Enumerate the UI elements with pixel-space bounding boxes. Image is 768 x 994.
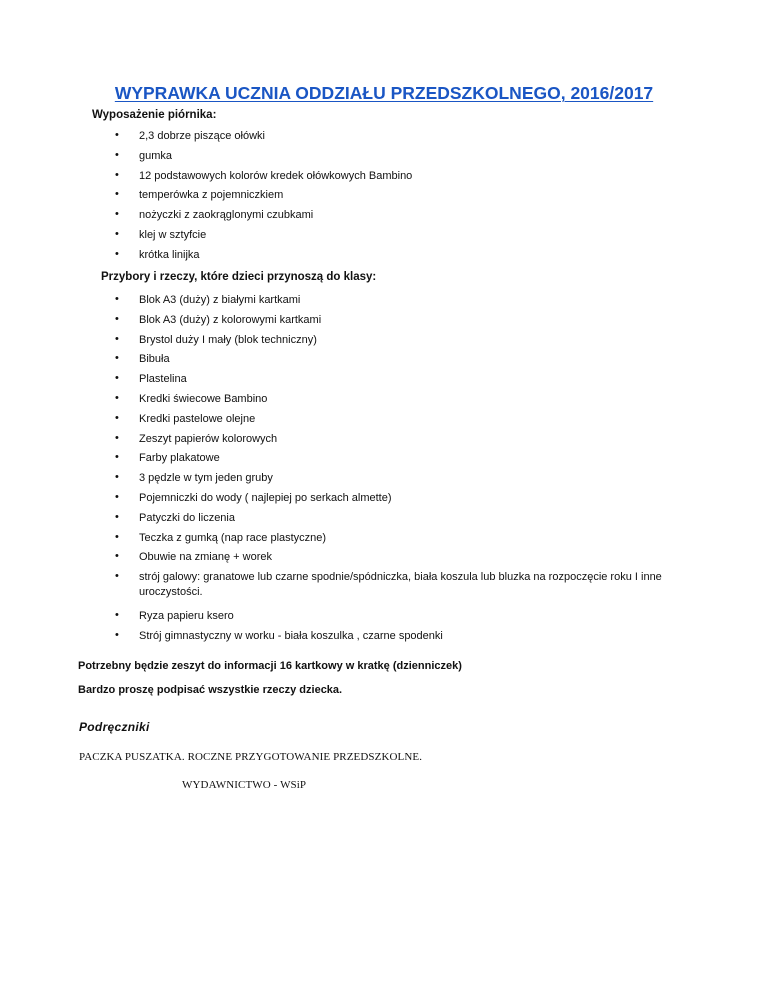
classroom-supplies-heading: Przybory i rzeczy, które dzieci przynoszą do klasy: — [101, 271, 377, 283]
bullet-icon: • — [115, 129, 119, 141]
list-item-text: Strój gimnastyczny w worku - biała koszulka , czarne spodenki — [139, 629, 443, 642]
bullet-icon: • — [115, 490, 119, 503]
pencil-case-heading: Wyposażenie piórnika: — [92, 109, 217, 121]
bullet-icon: • — [115, 411, 119, 424]
signing-note: Bardzo proszę podpisać wszystkie rzeczy dziecka. — [78, 684, 343, 696]
pencil-case-item — [115, 228, 412, 248]
notebook-note: Potrzebny będzie zeszyt do informacji 16 kartkowy w kratkę (dzienniczek) — [78, 660, 462, 672]
list-item-text: Farby plakatowe — [139, 452, 220, 465]
bullet-icon: • — [115, 570, 119, 583]
bullet-icon: • — [115, 247, 119, 260]
bullet-icon: • — [115, 332, 119, 345]
bullet-icon: • — [115, 188, 119, 201]
list-item-text: Teczka z gumką (nap race plastyczne) — [139, 531, 327, 544]
list-item-text: Pojemniczki do wody ( najlepiej po serkach almette) — [139, 491, 392, 504]
list-item-text: Zeszyt papierów kolorowych — [139, 432, 278, 445]
bullet-icon: • — [115, 609, 119, 622]
classroom-supply-item — [115, 412, 699, 432]
bullet-icon: • — [115, 530, 119, 543]
classroom-supply-item — [115, 293, 699, 313]
bullet-icon: • — [115, 628, 119, 641]
classroom-supply-item — [115, 511, 699, 531]
list-item-text: Patyczki do liczenia — [139, 511, 235, 524]
bullet-icon: • — [115, 352, 119, 365]
list-item-text: 2,3 dobrze piszące ołówki — [139, 130, 265, 142]
list-item-text: klej w sztyfcie — [139, 228, 207, 241]
classroom-supply-item — [115, 372, 699, 392]
pencil-case-list — [115, 129, 412, 268]
classroom-supply-item — [115, 451, 699, 471]
pencil-case-item — [115, 169, 412, 189]
list-item-text: 12 podstawowych kolorów kredek ołówkowych Bambino — [139, 169, 413, 182]
list-item-text: Blok A3 (duży) z białymi kartkami — [139, 294, 301, 306]
bullet-icon: • — [115, 227, 119, 240]
bullet-icon: • — [115, 471, 119, 484]
classroom-supply-item — [115, 471, 699, 491]
textbooks-heading: Podręczniki — [79, 720, 150, 734]
bullet-icon: • — [115, 391, 119, 404]
bullet-icon: • — [115, 168, 119, 181]
bullet-icon: • — [115, 451, 119, 464]
pencil-case-item — [115, 188, 412, 208]
list-item-text: gumka — [139, 149, 173, 162]
classroom-supply-item — [115, 629, 699, 649]
list-item-text: Bibuła — [139, 353, 170, 366]
pencil-case-item — [115, 208, 412, 228]
list-item-text: Blok A3 (duży) z kolorowymi kartkami — [139, 313, 322, 326]
classroom-supply-item — [115, 550, 699, 570]
bullet-icon: • — [115, 312, 119, 325]
list-item-text: temperówka z pojemniczkiem — [139, 189, 284, 202]
classroom-supply-item — [115, 531, 699, 551]
bullet-icon: • — [115, 550, 119, 563]
bullet-icon: • — [115, 372, 119, 385]
classroom-supply-item — [115, 313, 699, 333]
classroom-supply-item — [115, 491, 699, 511]
bullet-icon: • — [115, 293, 119, 305]
bullet-icon: • — [115, 208, 119, 221]
bullet-icon: • — [115, 148, 119, 161]
classroom-supplies-list — [115, 293, 699, 649]
classroom-supply-item — [115, 392, 699, 412]
list-item-text: krótka linijka — [139, 248, 200, 261]
document-title: WYPRAWKA UCZNIA ODDZIAŁU PRZEDSZKOLNEGO, 2016/2017 — [114, 83, 654, 103]
classroom-supply-item — [115, 570, 699, 609]
list-item-text: strój galowy: granatowe lub czarne spodnie/spódniczka, biała koszula lub bluzka na rozpoczęcie roku I inne uroczystości. — [139, 571, 662, 599]
pencil-case-item — [115, 129, 412, 149]
classroom-supply-item — [115, 609, 699, 629]
pencil-case-item — [115, 248, 412, 268]
textbook-title: PACZKA PUSZATKA. ROCZNE PRZYGOTOWANIE PRZEDSZKOLNE. — [79, 751, 423, 763]
classroom-supply-item — [115, 333, 699, 353]
list-item-text: Plastelina — [139, 373, 187, 386]
classroom-supply-item — [115, 352, 699, 372]
list-item-text: Ryza papieru ksero — [139, 610, 234, 623]
list-item-text: Kredki świecowe Bambino — [139, 392, 268, 405]
pencil-case-item — [115, 149, 412, 169]
list-item-text: Obuwie na zmianę + worek — [139, 551, 272, 564]
bullet-icon: • — [115, 510, 119, 523]
list-item-text: nożyczki z zaokrąglonymi czubkami — [139, 209, 314, 222]
textbook-publisher: WYDAWNICTWO - WSiP — [182, 779, 307, 791]
list-item-text: Brystol duży I mały (blok techniczny) — [139, 333, 317, 346]
list-item-text: 3 pędzle w tym jeden gruby — [139, 472, 273, 485]
bullet-icon: • — [115, 431, 119, 444]
list-item-text: Kredki pastelowe olejne — [139, 412, 256, 425]
classroom-supply-item — [115, 432, 699, 452]
